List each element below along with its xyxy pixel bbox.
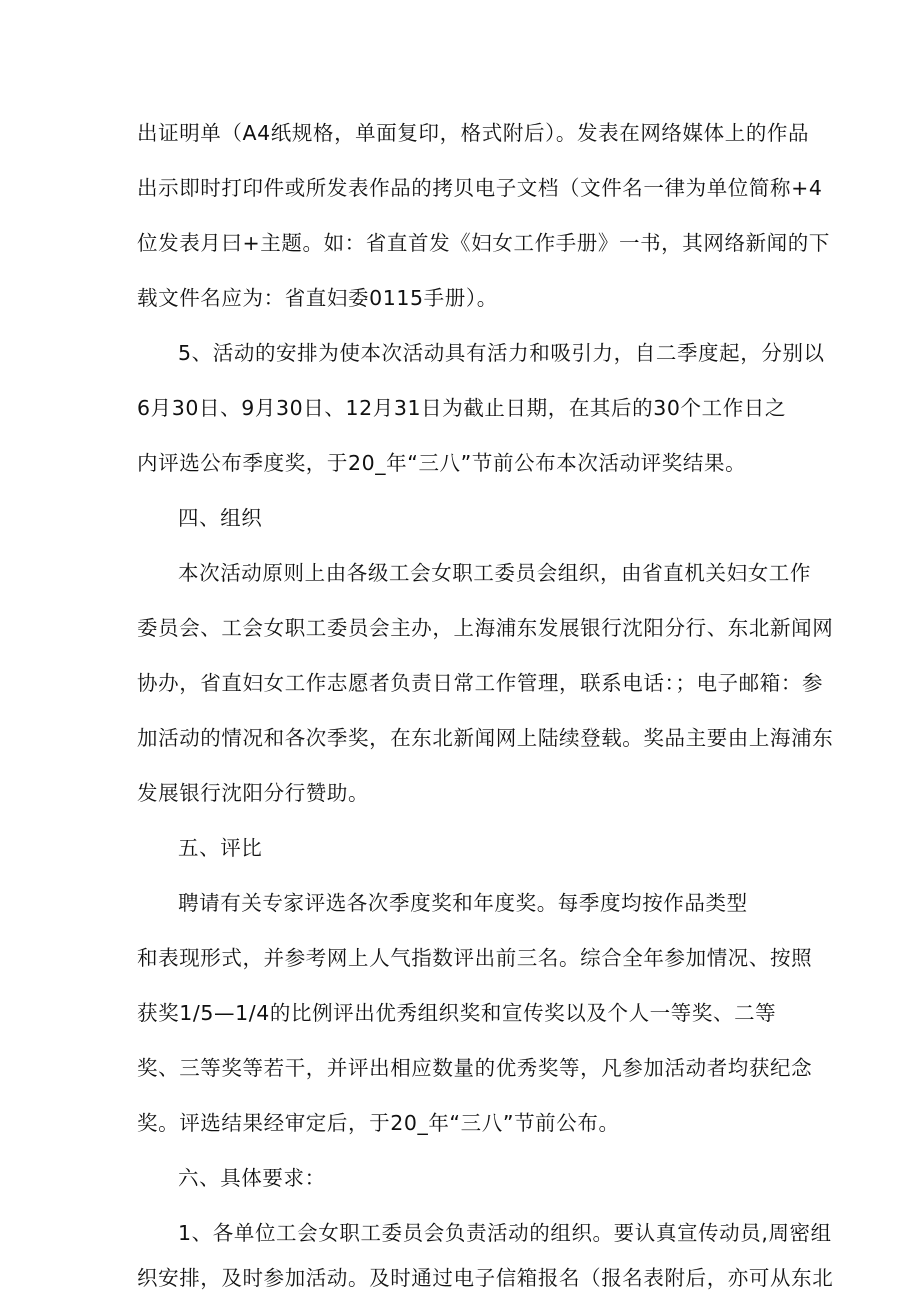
paragraph-line: 加活动的情况和各次季奖，在东北新闻网上陆续登载。奖品主要由上海浦东 [137,726,834,750]
paragraph-line: 协办，省直妇女工作志愿者负责日常工作管理，联系电话：；电子邮箱：参 [137,671,824,695]
paragraph-line: 奖。评选结果经审定后，于20_年“三八”节前公布。 [137,1111,620,1135]
paragraph-line: 5、活动的安排为使本次活动具有活力和吸引力，自二季度起，分别以 [178,341,825,365]
section-heading: 四、组织 [178,506,263,530]
paragraph-line: 出证明单（A4纸规格，单面复印，格式附后）。发表在网络媒体上的作品 [137,121,810,145]
paragraph-line: 获奖1/5—1/4的比例评出优秀组织奖和宣传奖以及个人一等奖、二等 [137,1001,777,1025]
paragraph-line: 本次活动原则上由各级工会女职工委员会组织，由省直机关妇女工作 [178,561,811,585]
paragraph-line: 发展银行沈阳分行赞助。 [137,781,370,805]
paragraph-line: 位发表月曰+主题。如：省直首发《妇女工作手册》一书，其网络新闻的下 [137,231,830,255]
paragraph-line: 1、各单位工会女职工委员会负责活动的组织。要认真宣传动员,周密组 [178,1221,832,1245]
paragraph-line: 内评选公布季度奖，于20_年“三八”节前公布本次活动评奖结果。 [137,451,747,475]
section-heading: 五、评比 [178,836,263,860]
paragraph-line: 载文件名应为：省直妇委0115手册）。 [137,286,498,310]
paragraph-line: 委员会、工会女职工委员会主办，上海浦东发展银行沈阳分行、东北新闻网 [137,616,834,640]
paragraph-line: 6月30日、9月30日、12月31日为截止日期，在其后的30个工作日之 [137,396,787,420]
paragraph-line: 出示即时打印件或所发表作品的拷贝电子文档（文件名一律为单位简称+4 [137,176,823,200]
paragraph-line: 织安排，及时参加活动。及时通过电子信箱报名（报名表附后，亦可从东北 [137,1266,834,1290]
section-heading: 六、具体要求： [178,1166,326,1190]
paragraph-line: 和表现形式，并参考网上人气指数评出前三名。综合全年参加情况、按照 [137,946,813,970]
paragraph-line: 聘请有关专家评选各次季度奖和年度奖。每季度均按作品类型 [178,891,748,915]
paragraph-line: 奖、三等奖等若干，并评出相应数量的优秀奖等，凡参加活动者均获纪念 [137,1056,813,1080]
